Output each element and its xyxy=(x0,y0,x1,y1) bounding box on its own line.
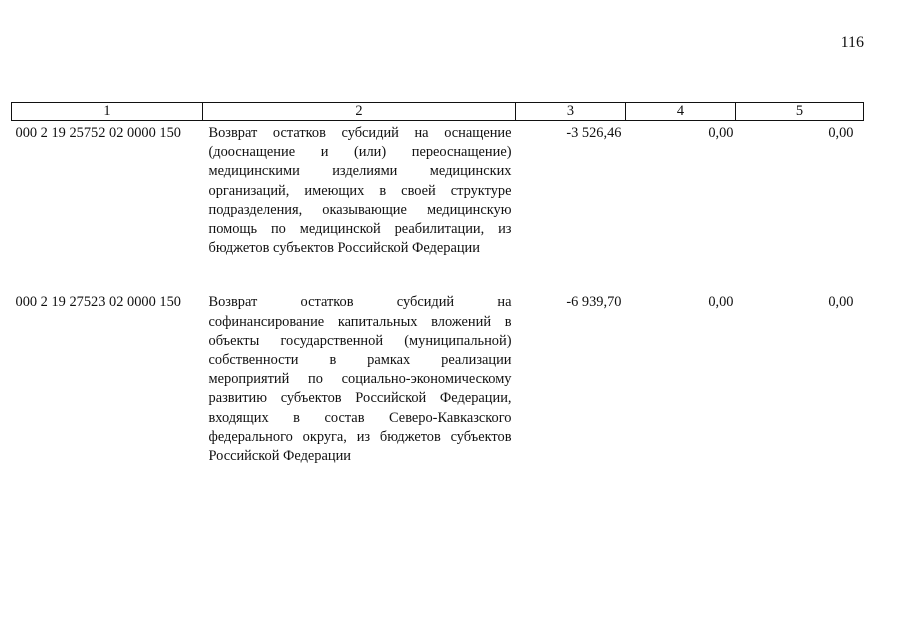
budget-description: Возврат остатков субсидий на оснащение (дооснащение и (или) переоснащение) медицинскими изделиями медицинских организаций, имеющих в своей структуре подразделения, оказывающие медицинскую помощь по медицинской реабилитации, из бюджетов субъектов Российской Федерации xyxy=(208,125,512,257)
amount-column-3: -6 939,70 xyxy=(566,294,622,311)
table-header-row xyxy=(12,103,864,121)
column-header-5: 5 xyxy=(736,103,864,121)
budget-code: 000 2 19 27523 02 0000 150 xyxy=(15,294,181,311)
row-spacer xyxy=(12,258,864,292)
budget-table xyxy=(11,102,864,466)
budget-code: 000 2 19 25752 02 0000 150 xyxy=(15,125,181,141)
amount-column-5: 0,00 xyxy=(828,125,854,141)
table-row xyxy=(12,121,864,259)
column-header-2: 2 xyxy=(203,103,516,121)
amount-column-3: -3 526,46 xyxy=(566,125,622,141)
column-header-1: 1 xyxy=(12,103,203,121)
amount-column-5: 0,00 xyxy=(828,294,854,311)
table-row xyxy=(12,292,864,466)
column-header-3: 3 xyxy=(516,103,626,121)
page-number: 116 xyxy=(840,34,864,51)
amount-column-4: 0,00 xyxy=(708,294,734,311)
amount-column-4: 0,00 xyxy=(708,125,734,141)
column-header-4: 4 xyxy=(626,103,736,121)
budget-description: Возврат остатков субсидий на софинансирование капитальных вложений в объекты государственной (муниципальной) собственности в рамках реализации мероприятий по социально-экономическому развитию субъектов Российской Федерации, входящих в состав Северо-Кавказского федерального округа, из бюджетов субъектов Российской Федерации xyxy=(208,294,512,465)
